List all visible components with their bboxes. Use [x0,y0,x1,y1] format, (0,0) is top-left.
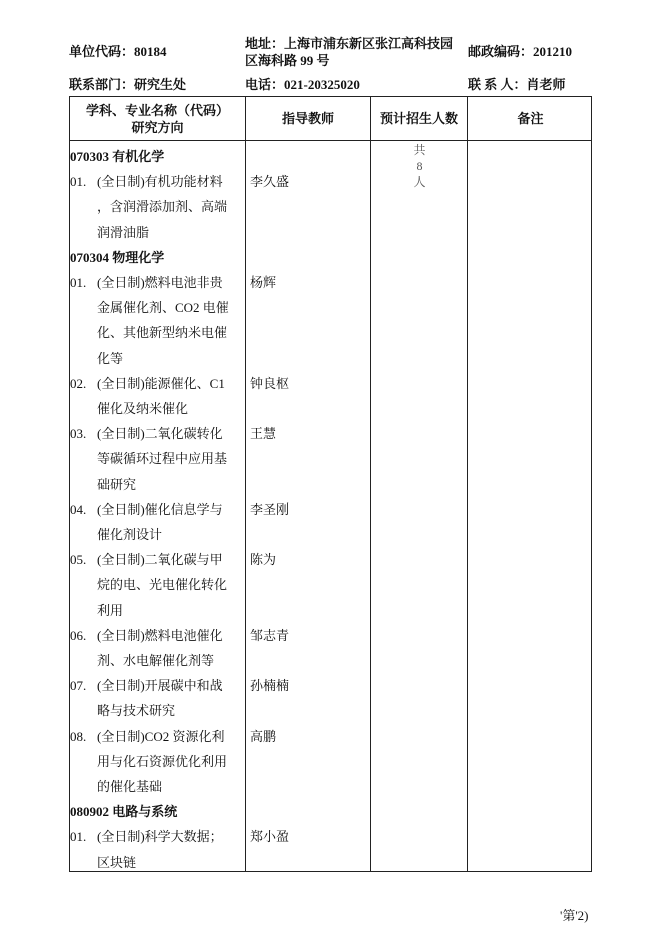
direction-cell [70,144,246,169]
direction-line: ，含润滑添加剂、高端 [97,199,228,215]
direction-cell [70,724,246,800]
direction-line: (全日制)有机功能材料 [97,174,223,190]
direction-line: 金属催化剂、CO2 电催 [97,300,229,316]
direction-cell [70,169,246,245]
contact-person: 联 系 人：肖老师 [468,77,566,92]
direction-text [97,497,246,547]
direction-cell [70,547,246,623]
table-body [70,144,593,875]
advisor-cell: 钟良枢 [250,375,290,391]
table-row [70,724,593,800]
direction-cell [70,673,246,723]
header-advisor: 指导教师 [281,111,334,126]
direction-line: 础研究 [97,476,137,492]
direction-number: 02. [70,375,87,391]
advisor-cell: 李久盛 [250,174,290,190]
direction-line: (全日制)燃料电池催化 [97,627,223,643]
major-code-name: 070304 物理化学 [70,249,165,265]
direction-number: 08. [70,728,87,744]
department: 联系部门：研究生处 [69,77,187,92]
advisor-cell: 陈为 [250,552,277,568]
direction-cell [70,799,246,824]
direction-text [97,169,246,245]
major-row [70,799,593,824]
direction-line: 化、其他新型纳米电催 [97,325,228,341]
table-row [70,371,593,421]
direction-number: 01. [70,174,87,190]
direction-cell [70,497,246,547]
header-research-direction: 研究方向 [131,119,184,135]
advisor-cell: 杨辉 [250,275,277,291]
direction-line: 等碳循环过程中应用基 [97,451,228,467]
direction-line: (全日制)科学大数据； [97,829,223,845]
direction-line: 利用 [97,602,124,618]
header-notes: 备注 [517,111,544,126]
major-row [70,144,593,169]
advisor-cell: 郑小盈 [250,829,290,845]
direction-cell [70,824,246,874]
header-major [70,97,245,140]
direction-number: 07. [70,678,87,694]
direction-text [97,547,246,623]
direction-number: 01. [70,275,87,291]
header-quota: 预计招生人数 [379,111,458,126]
direction-line: 用与化石资源优化利用 [97,753,228,769]
table-row [70,673,593,723]
table-row [70,497,593,547]
table-row [70,421,593,497]
direction-line: (全日制)燃料电池非贵 [97,275,223,291]
direction-number: 01. [70,829,87,845]
advisor-cell: 李圣刚 [250,501,290,517]
direction-line: 剂、水电解催化剂等 [97,653,215,669]
direction-line: 略与技术研究 [97,703,176,719]
direction-number: 05. [70,552,87,568]
advisor-cell [246,245,371,270]
quota-text: 共 [413,143,426,157]
advisor-cell [246,799,371,824]
major-row [70,245,593,270]
address-line2: 区海科路 99 号 [245,53,330,68]
advisor-cell: 高鹏 [250,728,277,744]
phone: 电话：021-20325020 [245,77,360,92]
table-row [70,547,593,623]
direction-line: (全日制)CO2 资源化利 [97,728,225,744]
direction-cell [70,245,246,270]
advisor-cell: 邹志青 [250,627,290,643]
table-row [70,623,593,673]
enrollment-table [69,96,592,872]
quota-number: 8 [416,159,423,173]
direction-text [97,824,246,874]
direction-text [97,270,246,371]
direction-text [97,724,246,800]
direction-cell [70,270,246,371]
advisor-cell [246,144,371,169]
direction-line: 化等 [97,350,124,366]
advisor-cell: 孙楠楠 [250,678,290,694]
direction-cell [70,371,246,421]
direction-line: (全日制)开展碳中和战 [97,678,223,694]
direction-cell [70,623,246,673]
direction-line: 烷的电、光电催化转化 [97,577,228,593]
page-number: '第'2) [560,908,589,923]
direction-line: 催化剂设计 [97,527,163,543]
direction-line: 区块链 [97,854,137,870]
direction-number: 04. [70,501,87,517]
address-line1: 地址：上海市浦东新区张江高科技园 [245,36,454,51]
major-code-name: 070303 有机化学 [70,149,165,164]
unit-code: 单位代码：80184 [69,44,167,59]
direction-cell [70,421,246,497]
direction-text [97,421,246,497]
direction-number: 06. [70,627,87,643]
major-code-name: 080902 电路与系统 [70,804,178,820]
postal-code: 邮政编码：201210 [468,44,573,59]
direction-line: (全日制)二氧化碳与甲 [97,552,223,568]
direction-line: (全日制)能源催化、C1 [97,375,225,391]
header-divider [70,140,591,141]
direction-line: 催化及纳米催化 [97,401,189,417]
direction-line: 润滑油脂 [97,224,150,240]
direction-text [97,623,246,673]
direction-text [97,371,246,421]
table-row [70,824,593,874]
direction-line: (全日制)催化信息学与 [97,501,223,517]
header-major-name: 学科、专业名称（代码） [85,102,229,118]
direction-text [97,673,246,723]
direction-line: (全日制)二氧化碳转化 [97,426,223,442]
table-row [70,270,593,371]
direction-number: 03. [70,426,87,442]
table-row [70,169,593,245]
advisor-cell: 王慧 [250,426,277,442]
quota-unit: 人 [413,175,426,189]
direction-line: 的催化基础 [97,779,163,795]
